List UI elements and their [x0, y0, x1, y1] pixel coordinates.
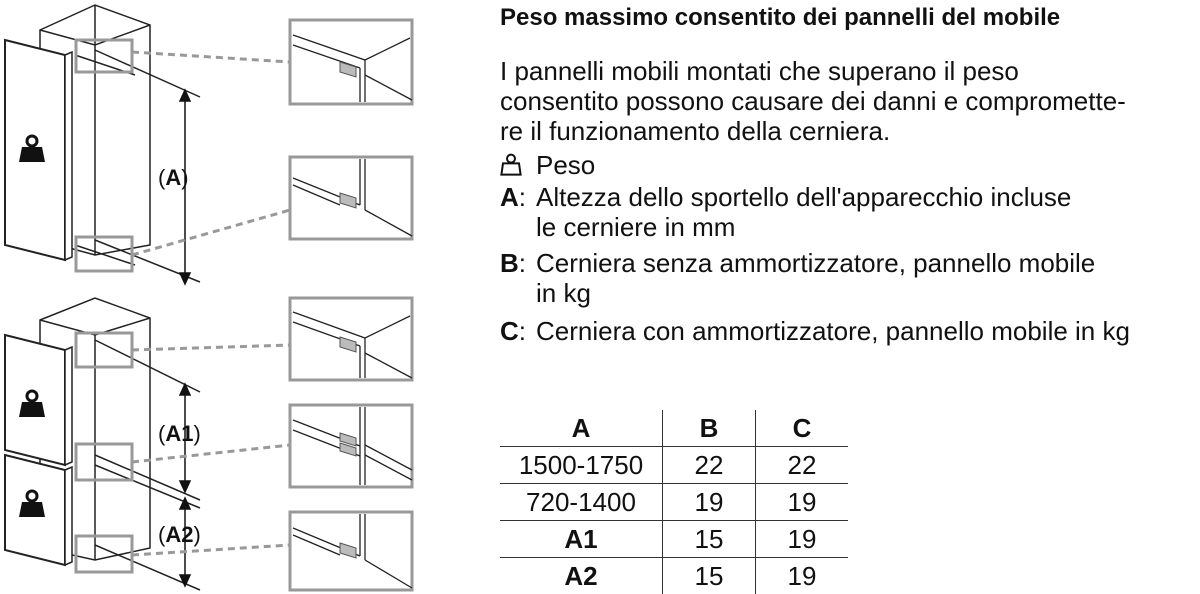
column-header: A: [500, 410, 663, 447]
legend-weight-text: Peso: [536, 150, 595, 180]
legend-a: [500, 182, 1071, 242]
text-column: [500, 0, 1200, 593]
weight-icon: [500, 153, 536, 183]
dimension-a-label: (A): [158, 165, 189, 190]
hinge-detail-3: [290, 298, 412, 380]
dimension-a1-label: (A1): [158, 421, 201, 446]
table-cell: A1: [500, 521, 663, 558]
hinge-detail-5: [290, 512, 412, 590]
page-title: Peso massimo consentito dei pannelli del mobile: [500, 4, 1060, 32]
table-cell: 22: [663, 447, 756, 484]
column-header: B: [663, 410, 756, 447]
table-cell: 19: [756, 521, 849, 558]
table-cell: 15: [663, 558, 756, 594]
table-cell: 22: [756, 447, 849, 484]
table-cell: 15: [663, 521, 756, 558]
table-cell: 19: [756, 558, 849, 594]
legend-b-line1: Cerniera senza ammortizzatore, pannello mobile: [536, 248, 1095, 278]
top-appliance-drawing: [5, 5, 200, 282]
legend-key: C:: [500, 316, 536, 346]
table-header-row: [500, 410, 848, 447]
legend-weight: [500, 150, 595, 183]
table-row: [500, 558, 848, 594]
weight-table: [500, 410, 848, 594]
legend-a-line1: Altezza dello sportello dell'apparecchio incluse: [536, 182, 1071, 212]
legend-key: B:: [500, 248, 536, 278]
legend-b: [500, 248, 1095, 308]
intro-line: re il funzionamento della cerniera.: [500, 116, 1126, 146]
legend-a-line2: le cerniere in mm: [500, 212, 1071, 242]
installation-diagram: [0, 0, 480, 593]
intro-line: I pannelli mobili montati che superano il peso: [500, 56, 1126, 86]
dimension-a2-label: (A2): [158, 522, 201, 547]
table-cell: 19: [663, 484, 756, 521]
legend-key: A:: [500, 182, 536, 212]
table-cell: A2: [500, 558, 663, 594]
table-row: [500, 484, 848, 521]
intro-line: consentito possono causare dei danni e compromette-: [500, 86, 1126, 116]
legend-b-line2: in kg: [500, 278, 1095, 308]
legend-c-line1: Cerniera con ammortizzatore, pannello mobile in kg: [536, 316, 1130, 346]
table-cell: 19: [756, 484, 849, 521]
table-cell: 720-1400: [500, 484, 663, 521]
legend-c: [500, 316, 1130, 346]
table-row: [500, 447, 848, 484]
hinge-detail-2: [290, 157, 412, 239]
hinge-detail-4: [290, 405, 412, 487]
hinge-detail-1: [290, 20, 412, 104]
table-row: [500, 521, 848, 558]
table-cell: 1500-1750: [500, 447, 663, 484]
column-header: C: [756, 410, 849, 447]
intro-paragraph: [500, 56, 1126, 146]
